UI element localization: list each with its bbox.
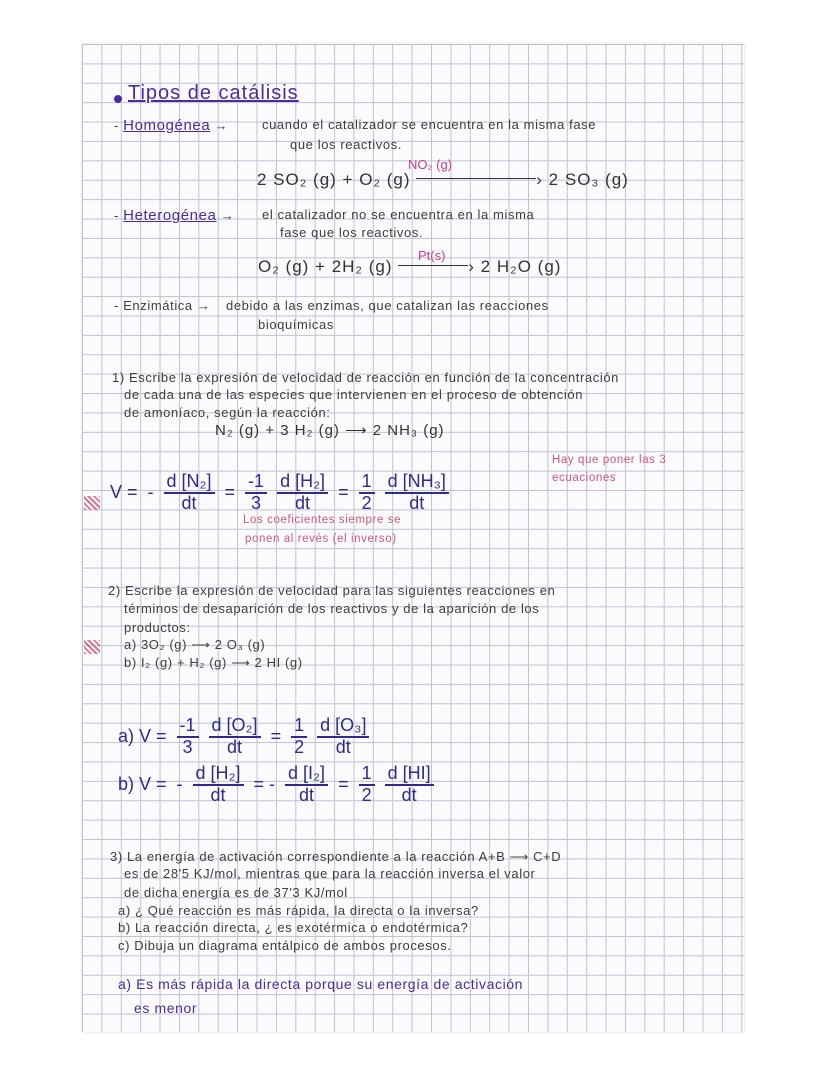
rate-sign: =	[224, 482, 236, 503]
margin-note: Hay que poner las 3	[552, 454, 667, 466]
margin-note: ecuaciones	[552, 472, 617, 484]
denominator: dt	[335, 736, 351, 757]
derivative-fraction	[209, 716, 261, 758]
denominator: dt	[401, 784, 417, 805]
question-3-text: c) Dibuja un diagrama entálpico de ambos procesos.	[118, 938, 452, 953]
numerator: -1	[245, 472, 267, 494]
denominator: dt	[227, 736, 243, 757]
denominator: dt	[181, 492, 197, 513]
numerator: d [H₂]	[193, 764, 244, 786]
highlight-mark-icon	[84, 496, 100, 510]
numerator: 1	[359, 472, 375, 494]
bullet-icon	[114, 95, 122, 103]
denominator: 3	[182, 736, 193, 757]
equation-heterogenea: O₂ (g) + 2H₂ (g) › 2 H₂O (g)	[258, 257, 562, 276]
derivative-fraction	[164, 472, 215, 514]
catalyst-label: NO₂ (g)	[408, 157, 453, 172]
derivative-fraction	[285, 764, 328, 806]
rate-equation-q2b	[118, 764, 434, 806]
numerator: d [O₃]	[317, 716, 369, 738]
numerator: d [HI]	[385, 764, 434, 786]
catalysis-homogenea: - Homogénea →	[114, 117, 229, 134]
numerator: 1	[291, 716, 307, 738]
denominator: 3	[251, 492, 262, 513]
catalysis-heterogenea: - Heterogénea →	[114, 207, 235, 224]
rate-sign: -	[147, 482, 154, 503]
numerator: d [O₂]	[209, 716, 261, 738]
text-line: debido a las enzimas, que catalizan las reacciones	[226, 298, 549, 313]
catalyst-label: Pt(s)	[418, 248, 446, 263]
text-line: bioquímicas	[258, 317, 334, 332]
rate-equation-q1	[110, 472, 449, 514]
question-2-text: productos:	[124, 620, 191, 635]
question-2-text: a) 3O₂ (g) ⟶ 2 O₃ (g)	[124, 637, 266, 652]
question-1-text: de cada una de las especies que intervienen en el proceso de obtención	[124, 387, 584, 402]
text-line: cuando el catalizador se encuentra en la misma fase	[262, 117, 597, 132]
coefficient-fraction	[245, 472, 267, 514]
question-2-text: 2) Escribe la expresión de velocidad para las siguientes reacciones en	[108, 583, 556, 598]
coefficient-fraction	[291, 716, 307, 758]
numerator: 1	[359, 764, 375, 786]
coefficient-fraction	[359, 472, 375, 514]
question-1-reaction: N₂ (g) + 3 H₂ (g) ⟶ 2 NH₃ (g)	[215, 422, 445, 439]
rate-lhs: V =	[110, 482, 138, 503]
rate-sign: =	[338, 774, 349, 795]
derivative-fraction	[277, 472, 328, 514]
denominator: dt	[299, 784, 315, 805]
question-1-text: 1) Escribe la expresión de velocidad de reacción en función de la concentración	[112, 370, 620, 385]
catalysis-enzimatica: - Enzimática →	[114, 298, 211, 313]
numerator: d [NH₃]	[385, 472, 449, 494]
numerator: d [I₂]	[285, 764, 328, 786]
numerator: d [N₂]	[164, 472, 215, 494]
denominator: dt	[409, 492, 425, 513]
derivative-fraction	[317, 716, 369, 758]
denominator: 2	[361, 784, 372, 805]
numerator: d [H₂]	[277, 472, 328, 494]
question-3-text: es de 28'5 KJ/mol, mientras que para la reacción inversa el valor	[124, 866, 536, 881]
answer-3a: a) Es más rápida la directa porque su energía de activación	[118, 976, 524, 992]
highlight-mark-icon	[84, 640, 100, 654]
rate-sign: =	[338, 482, 349, 503]
denominator: dt	[295, 492, 311, 513]
derivative-fraction	[385, 764, 434, 806]
text-line: que los reactivos.	[290, 137, 402, 152]
question-3-text: de dicha energía es de 37'3 KJ/mol	[124, 885, 348, 900]
coefficient-fraction	[177, 716, 199, 758]
denominator: dt	[210, 784, 226, 805]
rate-sign: -	[176, 774, 183, 795]
question-1-text: de amoníaco, según la reacción:	[124, 405, 331, 420]
equation-homogenea: 2 SO₂ (g) + O₂ (g) › 2 SO₃ (g)	[257, 170, 629, 189]
text-line: fase que los reactivos.	[280, 225, 424, 240]
denominator: 2	[361, 492, 372, 513]
question-3-text: 3) La energía de activación correspondiente a la reacción A+B ⟶ C+D	[110, 849, 562, 864]
rate-sign: = -	[253, 774, 276, 795]
rate-lhs: a) V =	[118, 726, 167, 747]
denominator: 2	[294, 736, 305, 757]
question-3-text: b) La reacción directa, ¿ es exotérmica o endotérmica?	[118, 920, 469, 935]
rate-equation-q2a	[118, 716, 369, 758]
rate-sign: =	[270, 726, 282, 747]
numerator: -1	[177, 716, 199, 738]
rate-lhs: b) V =	[118, 774, 167, 795]
section-title: Tipos de catálisis	[128, 82, 299, 104]
grid-paper	[82, 44, 744, 1032]
derivative-fraction	[385, 472, 449, 514]
margin-note: Los coeficientes siempre se	[243, 514, 402, 526]
derivative-fraction	[193, 764, 244, 806]
answer-3a: es menor	[134, 1000, 198, 1016]
question-3-text: a) ¿ Qué reacción es más rápida, la directa o la inversa?	[118, 903, 479, 918]
question-2-text: b) I₂ (g) + H₂ (g) ⟶ 2 HI (g)	[124, 655, 303, 670]
text-line: el catalizador no se encuentra en la misma	[262, 207, 535, 222]
margin-note: ponen al revés (el inverso)	[245, 533, 397, 545]
coefficient-fraction	[359, 764, 375, 806]
question-2-text: términos de desaparición de los reactivos y de la aparición de los	[124, 601, 540, 616]
